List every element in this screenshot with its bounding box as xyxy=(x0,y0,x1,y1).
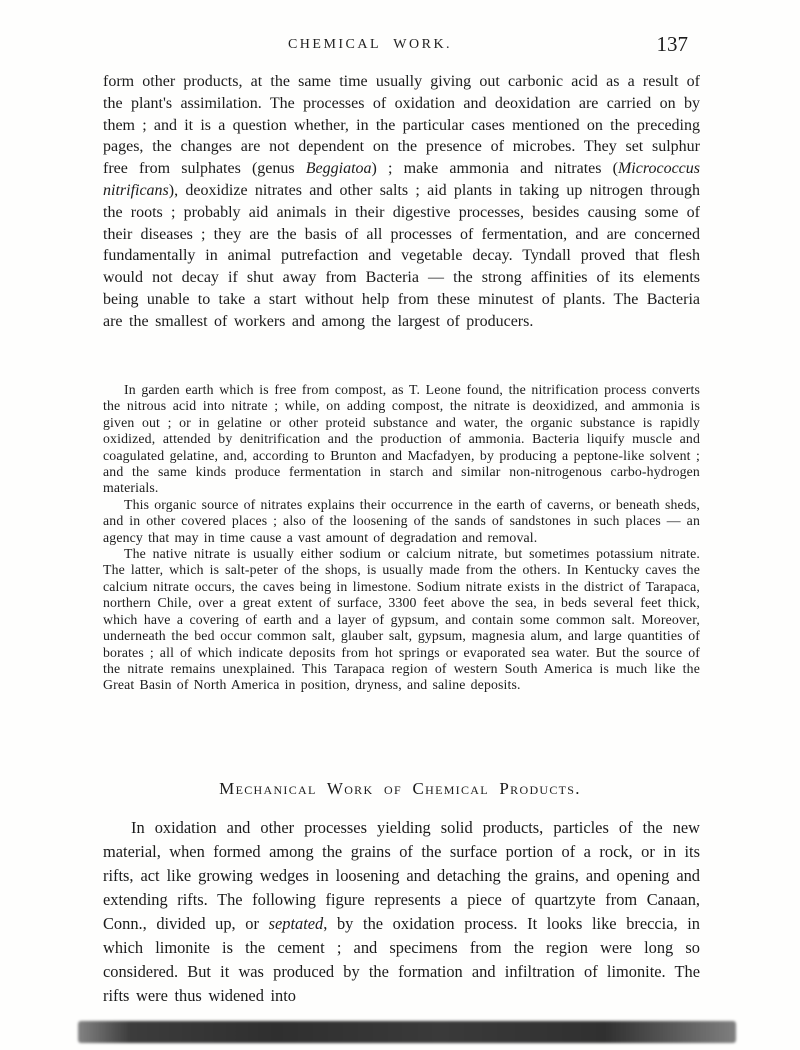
scan-artifact-bar xyxy=(78,1021,736,1043)
fine-print-paragraph-nitrification: In garden earth which is free from compost, as T. Leone found, the nitrification process converts the nitrous acid into nitrate ; while, on adding compost, the nitrate is deoxidized, and ammonia is given out ; or in gelatine or other proteid substance and water, the organic substance is rapidly oxidized, attended by denitrification and the production of ammonia. Bacteria liquify muscle and coagulated gelatine, and, according to Brunton and Macfadyen, by producing a peptone-like solvent ; and the same kinds produce fermentation in starch and similar non-nitrogenous carbo-hydrogen materials. xyxy=(103,382,700,496)
running-title: CHEMICAL WORK. xyxy=(287,37,453,52)
body-paragraph xyxy=(103,816,700,1008)
fine-print-paragraph-organic-source: This organic source of nitrates explains their occurrence in the earth of caverns, or beneath sheds, and in other covered places ; also of the loosening of the sands of sandstones in such places — an agency that may in time cause a vast amount of degradation and removal. xyxy=(103,496,700,545)
italic-term-septated: septated xyxy=(268,914,324,933)
italic-term-beggiatoa: Beggiatoa xyxy=(305,160,372,178)
main-paragraph-mechanical-work xyxy=(103,816,700,1008)
page-number: 137 xyxy=(656,32,688,56)
body-paragraph xyxy=(103,71,700,333)
paragraph-text: , by the oxidation process. It looks like breccia, in which limonite is the cement ; and specimens from the region were long so considered. But it was produced by the formation and infiltration of limonite. The rifts were thus widened into xyxy=(103,914,700,1005)
main-paragraph-bacteria xyxy=(103,71,700,333)
fine-print-paragraph-native-nitrate: The native nitrate is usually either sodium or calcium nitrate, but sometimes potassium nitrate. The latter, which is salt-peter of the shops, is usually made from the others. In Kentucky caves the calcium nitrate occurs, the caves being in limestone. Sodium nitrate exists in the district of Tarapaca, northern Chile, over a great extent of surface, 3300 feet above the sea, in beds several feet thick, which have a covering of earth and a layer of gypsum, and contain some common salt. Moreover, underneath the bed occur common salt, glauber salt, gypsum, magnesia alum, and large quantities of borates ; all of which indicate deposits from hot springs or evaporated sea water. But the source of the nitrate remains unexplained. This Tarapaca region of western South America is much like the Great Basin of North America in position, dryness, and saline deposits. xyxy=(103,546,700,693)
paragraph-text: form other products, at the same time usually giving out carbonic acid as a result of the plant's assimilation. The processes of oxidation and deoxidation are carried on by them ; and it is a question whether, in the particular cases mentioned on the preceding pages, the changes are not dependent on the presence of microbes. They set sulphur free from sulphates (genus xyxy=(103,73,700,178)
fine-print-block xyxy=(103,382,700,694)
paragraph-text: ) ; make ammonia and nitrates ( xyxy=(371,160,618,178)
paragraph-text: ), deoxidize nitrates and other salts ; aid plants in taking up nitrogen through the roots ; probably aid animals in their digestive processes, besides causing some of their diseases ; they are the basis of all processes of fermentation, and are concerned fundamentally in animal putrefaction and vegetable decay. Tyndall proved that flesh would not decay if shut away from Bacteria — the strong affinities of its elements being unable to take a start without help from these minutest of plants. The Bacteria are the smallest of workers and among the largest of producers. xyxy=(103,181,700,330)
paragraph-text: In oxidation and other processes yielding solid products, particles of the new material, when formed among the grains of the surface portion of a rock, or in its rifts, act like growing wedges in loosening and detaching the grains, and opening and extending rifts. The following figure represents a piece of quartzyte from Canaan, Conn., divided up, or xyxy=(103,818,700,933)
italic-term-micrococcus-nitrificans: Micrococcus nitrificans xyxy=(103,160,700,199)
section-heading: Mechanical Work of Chemical Products. xyxy=(219,779,581,798)
